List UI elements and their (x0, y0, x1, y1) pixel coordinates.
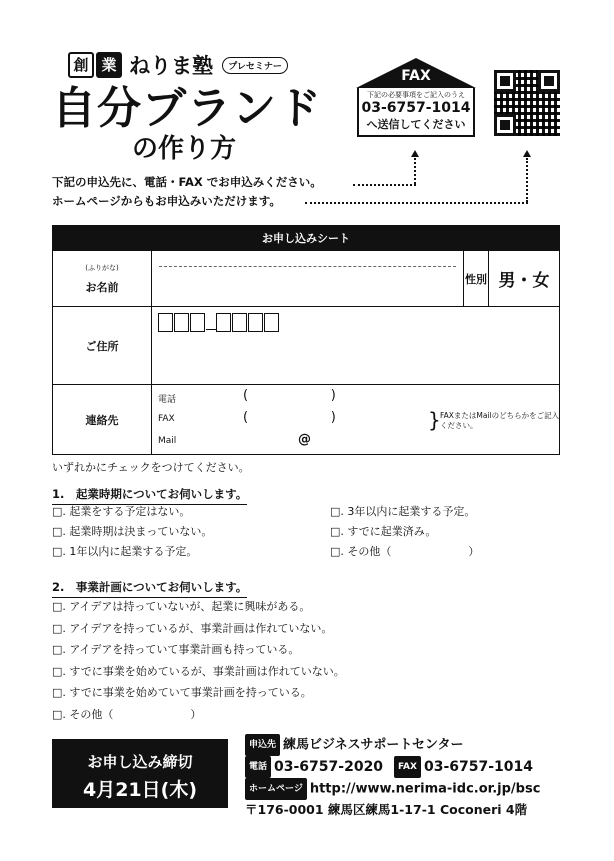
fax-label: FAX (158, 413, 175, 424)
q2-option[interactable]: □. アイデアは持っていないが、起業に興味がある。 (52, 600, 311, 613)
address-label: ご住所 (53, 307, 152, 385)
connector-line (414, 158, 416, 184)
q1-option[interactable]: □. 3年以内に起業する予定。 (330, 505, 476, 518)
deadline-label: お申し込み締切 (87, 753, 193, 771)
intro-text (52, 173, 322, 211)
contact-label: 連絡先 (53, 385, 152, 455)
q1-option[interactable]: □. その他（ ） (330, 545, 480, 558)
q1-option[interactable]: □. 1年以内に起業する予定。 (52, 545, 198, 558)
furigana-label: (ふりがな) (85, 263, 119, 272)
website-link[interactable]: http://www.nerima-idc.or.jp/bsc (309, 781, 541, 797)
mail-field[interactable]: @ (298, 431, 311, 447)
page-title: 自分ブランド (52, 83, 322, 134)
name-label: お名前 (85, 280, 119, 294)
q1-options-left (52, 502, 212, 562)
fax-box-number: 03-6757-1014 (361, 100, 471, 116)
q2-option[interactable]: □. アイデアを持っていて事業計画も持っている。 (52, 643, 300, 656)
page-subtitle: の作り方 (132, 134, 237, 164)
check-instruction: いずれかにチェックをつけてください。 (52, 461, 250, 474)
name-label-cell (53, 251, 152, 307)
apply-tag: 申込先 (245, 734, 280, 756)
intro-line-1: 下記の申込先に、電話・FAX でお申込みください。 (52, 175, 322, 189)
q2-option[interactable]: □. すでに事業を始めていて事業計画を持っている。 (52, 686, 312, 699)
qr-code[interactable] (494, 70, 560, 136)
pre-seminar-badge: プレセミナー (222, 57, 288, 74)
gender-choice[interactable]: 男・女 (489, 251, 560, 307)
connector-line (526, 158, 528, 202)
gender-label: 性別 (464, 251, 489, 307)
application-form (52, 225, 560, 455)
fax-field[interactable]: ( ) (243, 409, 336, 425)
name-field[interactable] (152, 251, 464, 307)
q2-options (52, 596, 345, 725)
contact-note: FAXまたはMailのどちらかをご記入ください。 (440, 410, 560, 430)
q2-option[interactable]: □. すでに事業を始めているが、事業計画は作れていない。 (52, 664, 345, 678)
q1-options-right (330, 502, 479, 562)
fax-box (357, 58, 475, 137)
phone-label: 電話 (158, 394, 177, 405)
fax-box-label: FAX (401, 68, 431, 84)
postal-address: 〒176-0001 練馬区練馬1-17-1 Coconeri 4階 (245, 802, 528, 817)
q2-option[interactable]: □. その他（ ） (52, 707, 202, 721)
mail-label: Mail (158, 435, 177, 446)
arrow-up-icon (411, 150, 419, 157)
form-title: お申し込みシート (53, 226, 560, 251)
address-field[interactable] (152, 307, 560, 385)
fax-box-action: へ送信してください (366, 118, 466, 131)
brace-icon: } (428, 407, 441, 432)
fax-box-instruction: 下記の必要事項をご記入のうえ (367, 91, 465, 99)
fax-number[interactable]: 03-6757-1014 (423, 759, 534, 775)
q2-heading: 2. 事業計画についてお伺いします。 (52, 579, 247, 598)
q2-section (52, 576, 247, 598)
deadline-box (52, 739, 228, 808)
phone-field[interactable]: ( ) (243, 387, 336, 403)
q1-option[interactable]: □. 起業をする予定はない。 (52, 505, 191, 518)
q1-option[interactable]: □. すでに起業済み。 (330, 525, 437, 538)
fax-tag: FAX (394, 756, 421, 778)
connector-line (305, 202, 528, 204)
intro-line-2: ホームページからもお申込みいただけます。 (52, 194, 281, 208)
q2-option[interactable]: □. アイデアを持っているが、事業計画は作れていない。 (52, 621, 333, 635)
tel-tag: 電話 (245, 756, 271, 778)
q1-option[interactable]: □. 起業時期は決まっていない。 (52, 525, 213, 538)
deadline-date: 4月21日(木) (82, 779, 198, 801)
connector-line (353, 184, 416, 186)
contact-fields (152, 385, 560, 455)
tel-number[interactable]: 03-6757-2020 (274, 759, 384, 775)
contact-info (245, 734, 585, 820)
logo-char-2: 業 (96, 52, 122, 78)
q1-heading: 1. 起業時期についてお伺いします。 (52, 486, 247, 505)
logo-char-1: 創 (68, 52, 94, 78)
web-tag: ホームページ (245, 778, 307, 800)
furigana-line (159, 266, 456, 267)
arrow-up-icon (523, 150, 531, 157)
logo-text: ねりま塾 (129, 54, 214, 78)
org-name: 練馬ビジネスサポートセンター (283, 737, 464, 753)
postal-code-boxes[interactable] (158, 313, 553, 335)
brand-logo (68, 50, 288, 80)
